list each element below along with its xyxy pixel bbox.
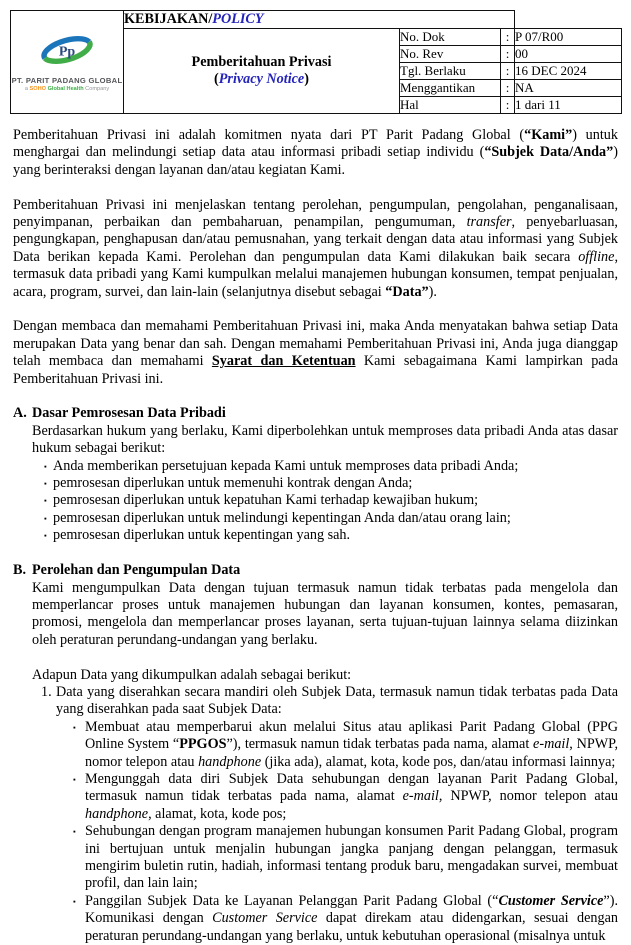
spacer (32, 649, 618, 666)
section-title: Dasar Pemrosesan Data Pribadi (32, 405, 226, 422)
paragraph-intro-2: Pemberitahuan Privasi ini menjelaskan tentang perolehan, pengumpulan, pengolahan, penganalisaan, penyimpanan, perbaikan dan pembaharuan, penampilan, pengumuman, transfer, penyebarluasan, pengungkapan, penghapusan dan/atau pemusnahan, yang terkait dengan data atau informasi yang Subjek Data berikan kepada Kami. Perolehan dan pengumpulan data Kami dilakukan baik secara offline, termasuk data pribadi yang Kami kumpulkan melalui manajemen hubungan konsumen, tempat penjualan, acara, program, survei, dan lain-lain (selanjutnya disebut sebagai “Data”). (13, 197, 618, 301)
section-title: Perolehan dan Pengumpulan Data (32, 562, 240, 579)
list-item (44, 510, 618, 527)
bullet-icon: ▪ (44, 527, 53, 544)
list-item-text: Mengunggah data diri Subjek Data sehubungan dengan layanan Parit Padang Global, termasuk namun tidak terbatas pada nama, alamat e-mail, NPWP, nomor telepon atau handphone, alamat, kota, kode pos; (85, 771, 618, 823)
meta-separator: : (501, 97, 515, 114)
numbered-item-1 (41, 684, 618, 945)
bullet-icon: ▪ (44, 475, 53, 492)
meta-value: NA (515, 80, 622, 97)
paragraph-intro-1: Pemberitahuan Privasi ini adalah komitmen nyata dari PT Parit Padang Global (“Kami”) untuk menghargai dan melindungi setiap data atau informasi pribadi setiap individu (“Subjek Data/Anda”) yang berinteraksi dengan layanan dan/atau kegiatan Kami. (13, 127, 618, 179)
meta-separator: : (501, 46, 515, 63)
section-a-intro: Berdasarkan hukum yang berlaku, Kami diperbolehkan untuk memproses data pribadi Anda atas dasar hukum sebagai berikut: (32, 423, 618, 458)
bullet-icon: ▪ (44, 458, 53, 475)
section-b-lead-in: Adapun Data yang dikumpulkan adalah sebagai berikut: (32, 667, 618, 684)
item-number: 1. (41, 684, 56, 945)
bullet-icon: ▪ (73, 893, 85, 945)
list-item (73, 719, 618, 771)
list-item-text: Panggilan Subjek Data ke Layanan Pelanggan Parit Padang Global (“Customer Service”). Komunikasi dengan Customer Service dapat direkam atau didengarkan, sesuai dengan peraturan perundang-undangan yang berlaku, untuk kebutuhan operasional (misalnya untuk (85, 893, 618, 945)
section-a-heading (13, 405, 618, 422)
company-logo (12, 30, 123, 94)
bullet-icon: ▪ (73, 719, 85, 771)
meta-separator: : (501, 29, 515, 46)
paragraph-intro-3: Dengan membaca dan memahami Pemberitahuan Privasi ini, maka Anda menyatakan bahwa setiap Data merupakan Data yang benar dan sah. Dengan memahami Pemberitahuan Privasi ini, Anda juga dianggap telah membaca dan memahami Syarat dan Ketentuan Kami sebagaimana Kami lampirkan pada Pemberitahuan Privasi ini. (13, 318, 618, 388)
bullet-icon: ▪ (44, 492, 53, 509)
section-a-content (32, 423, 618, 545)
bullet-icon: ▪ (44, 510, 53, 527)
meta-value: P 07/R00 (515, 29, 622, 46)
document-subtitle: (Privacy Notice) (124, 71, 399, 88)
list-item (73, 893, 618, 945)
logo-monogram: Pp (59, 44, 76, 59)
list-item-text: Anda memberikan persetujuan kepada Kami untuk memproses data pribadi Anda; (53, 458, 618, 475)
numbered-item-text: Data yang diserahkan secara mandiri oleh Subjek Data, termasuk namun tidak terbatas pada Data yang diserahkan pada saat Subjek Data: (56, 684, 618, 719)
bullet-icon: ▪ (73, 823, 85, 893)
section-b-content (32, 580, 618, 945)
meta-label: Menggantikan (400, 80, 501, 97)
list-item-text: pemrosesan diperlukan untuk kepatuhan Kami terhadap kewajiban hukum; (53, 492, 618, 509)
list-item (44, 458, 618, 475)
list-item-text: Membuat atau memperbarui akun melalui Situs atau aplikasi Parit Padang Global (PPG Online System “PPGOS”), termasuk namun tidak terbatas pada nama, alamat e-mail, NPWP, nomor telepon atau handphone (jika ada), alamat, kota, kode pos, dan/atau informasi lainnya; (85, 719, 618, 771)
list-item (73, 823, 618, 893)
bullet-icon: ▪ (73, 771, 85, 823)
list-item (44, 475, 618, 492)
list-item-text: Sehubungan dengan program manajemen hubungan konsumen Parit Padang Global, program ini bertujuan untuk menjalin hubungan jangka panjang dengan pelanggan, termasuk mengirim buletin rutin, hadiah, informasi tentang produk baru, mengadakan survei, membuat profil, dan lain lain; (85, 823, 618, 893)
section-a (13, 405, 618, 544)
logo-cell (11, 11, 124, 114)
meta-separator: : (501, 80, 515, 97)
meta-label: No. Dok (400, 29, 501, 46)
document-title: Pemberitahuan Privasi (124, 54, 399, 71)
meta-label: No. Rev (400, 46, 501, 63)
document-title-cell (124, 29, 400, 114)
meta-value: 00 (515, 46, 622, 63)
list-item-text: pemrosesan diperlukan untuk kepentingan yang sah. (53, 527, 618, 544)
company-tagline: a SOHO Global Health Company (12, 86, 123, 92)
meta-value: 16 DEC 2024 (515, 63, 622, 80)
document-body (13, 127, 618, 945)
section-b-intro: Kami mengumpulkan Data dengan tujuan termasuk namun tidak terbatas pada mengelola dan memperlancar proses untuk manajemen hubungan dan layanan konsumen, kontes, pemasaran, promosi, mengelola dan memperlancar proses layanan, serta tujuan-tujuan lainnya selama diizinkan oleh peraturan perundang-undangan yang berlaku. (32, 580, 618, 650)
list-item-text: pemrosesan diperlukan untuk memenuhi kontrak dengan Anda; (53, 475, 618, 492)
logo-swoosh-icon (36, 32, 98, 70)
policy-type-label: KEBIJAKAN/POLICY (124, 11, 515, 29)
section-letter: A. (13, 405, 32, 422)
list-item (44, 492, 618, 509)
list-item-text: pemrosesan diperlukan untuk melindungi kepentingan Anda dan/atau orang lain; (53, 510, 618, 527)
section-b-heading (13, 562, 618, 579)
list-item (73, 771, 618, 823)
meta-label: Tgl. Berlaku (400, 63, 501, 80)
section-b (13, 562, 618, 945)
meta-value: 1 dari 11 (515, 97, 622, 114)
section-letter: B. (13, 562, 32, 579)
meta-label: Hal (400, 97, 501, 114)
company-name: PT. PARIT PADANG GLOBAL (12, 76, 123, 85)
list-item (44, 527, 618, 544)
document-header-table (10, 10, 622, 114)
numbered-item-body (56, 684, 618, 945)
meta-separator: : (501, 63, 515, 80)
